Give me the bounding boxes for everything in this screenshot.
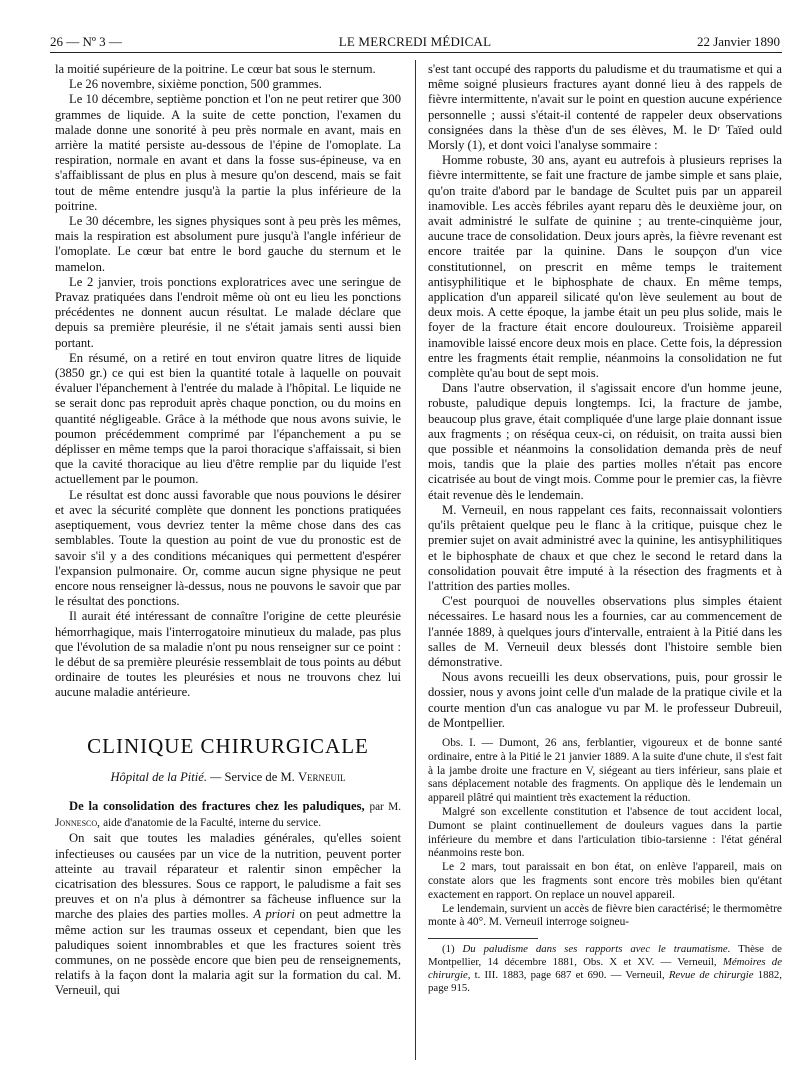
section-title: CLINIQUE CHIRURGICALE [87, 733, 369, 758]
right-column [428, 62, 782, 995]
service-name: Verneuil [297, 769, 346, 784]
intro-italic: A priori [253, 907, 295, 922]
footnote-title: Du paludisme dans ses rapports avec le traumatisme. [462, 943, 731, 956]
paragraph: Dans l'autre observation, il s'agissait encore d'un homme jeune, robuste, paludique depuis longtemps. Ici, la fracture de jambe, beaucoup plus grave, était compliquée d'une large plaie donnant issue aux fragments ; on réséqua ceux-ci, on réduisit, on traita aussi bien que possible et néanmoins la consolidation demanda près de neuf mois, tandis que la plaie des parties molles n'était pas encore cicatrisée au bout de vingt mois. Comme pour le premier cas, la fièvre était revenue dès le lendemain. [428, 381, 782, 502]
article-author-prefix: par M. [369, 800, 401, 813]
footnote-italic: Mémoires de chirurgie, [428, 956, 782, 982]
footnote-text: 1882, page 915. [428, 969, 782, 995]
article-author-role: aide d'anatomie de la Faculté, interne du service. [103, 817, 321, 830]
paragraph: Le 2 janvier, trois ponctions exploratrices avec une seringue de Pravaz pratiquées dans l'endroit même où ont eu lieu les ponctions précédentes ne donnent aucun résultat. Le malade déclare que depuis sa première pleurésie, il ne s'était jamais senti aussi bien portant. [55, 274, 401, 350]
article-title: De la consolidation des fractures chez les paludiques, [69, 798, 365, 813]
paragraph: Le résultat est donc aussi favorable que nous pouvions le désirer et avec la sécurité complète que donnent les ponctions pratiquées aseptiquement, vous devriez tenter la même chose dans des cas semblables. Toute la question au point de vue du pronostic est de savoir s'il y a des conditions mécaniques qui permettent d'espérer l'expansion pulmonaire. Or, comme aucun signe physique ne peut encore nous renseigner là-dessus, nous ne pouvons le savoir que par le résultat des ponctions. [55, 487, 401, 609]
hospital-label: Hôpital de la Pitié. — [110, 769, 222, 784]
paragraph: M. Verneuil, en nous rappelant ces faits, reconnaissait volontiers qu'ils prêtaient quelque peu le flanc à la critique, puisque chez le premier sujet on avait administré avec la quinine, les antisyphilitiques et le biphosphate de chaux et que chez le second le retard dans la consolidation pouvait être imputé à la résection des fragments et à l'attrition des parties molles. [428, 502, 782, 593]
paragraph: s'est tant occupé des rapports du paludisme et du traumatisme et qui a même soigné plusieurs fractures ayant donné lieu à des rappels de fièvre intermittente, n'avait sur le point en question aucune expérience personnelle ; aussi s'était-il contenté de rappeler deux observations consignées dans la thèse d'un de ses élèves, M. le Dʳ Taïed ould Morsly (1), et dont voici l'analyse sommaire : [428, 62, 782, 153]
paragraph: En résumé, on a retiré en tout environ quatre litres de liquide (3850 gr.) ce qui est bien la quantité totale à laquelle on pouvait évaluer l'épanchement à l'entrée du malade à l'hôpital. Le liquide ne se serait donc pas reproduit après chaque ponction, ou du moins en quantité négligeable. Grâce à la méthode que nous avons suivie, le poumon précédemment comprimé par l'épanchement a pu se déplisser en même temps que la paroi thoracique s'affaissait, si bien que la cavité thoracique au lieu d'être remplie par du liquide l'est actuellement par le poumon. [55, 350, 401, 487]
issue-date: 22 Janvier 1890 [696, 34, 780, 49]
footnote-number: (1) [442, 943, 455, 956]
observation-paragraph: Le 2 mars, tout paraissait en bon état, on enlève l'appareil, mais on constate alors que les fragments sont encore très mobiles bien qu'étant exactement en rapport. On replace un nouvel appareil. [428, 861, 782, 901]
paragraph [55, 831, 401, 998]
intro-text-end: on peut admettre la même action sur les traumas osseux et cependant, bien que les paludiques soient innombrables et que les fractures soient très communes, on ne possède encore que bien peu de renseignements, relatifs à la façon dont la malaria agit sur la formation du cal. M. Verneuil, qui [55, 907, 401, 998]
footnote-rule [428, 938, 538, 939]
paragraph: Le 26 novembre, sixième ponction, 500 grammes. [69, 77, 322, 92]
column-divider [415, 60, 416, 1060]
footnote [428, 943, 782, 995]
observation-paragraph: Malgré son excellente constitution et l'absence de tout accident local, Dumont se plaint continuellement de douleurs vagues dans la partie inférieure du membre et dans l'articulation tibio-tarsienne : l'état général néanmoins reste bon. [428, 805, 782, 860]
intro-text: On sait que toutes les maladies générales, qu'elles soient infectieuses ou causées par un vice de la nutrition, peuvent porter atteinte au travail réparateur et ralentir sinon empêcher la cicatrisation des blessures. Sous ce rapport, le paludisme a fait ses preuves et on n'a plus à démontrer sa fâcheuse influence sur la marche des plaies des parties molles. [55, 831, 401, 922]
header-rule [50, 52, 782, 53]
observation-block [428, 737, 782, 930]
observation-paragraph: Le lendemain, survient un accès de fièvre bien caractérisé; le thermomètre monte à 40°. M. Verneuil interroge soigneu- [428, 902, 782, 929]
hospital-line [55, 770, 401, 785]
article-heading [55, 799, 401, 831]
journal-title: LE MERCREDI MÉDICAL [338, 34, 492, 49]
page-header [50, 34, 780, 54]
service-label: Service de M. [224, 769, 295, 784]
paragraph: Homme robuste, 30 ans, ayant eu autrefois à plusieurs reprises la fièvre intermittente, se fait une fracture de jambe simple et sans plaie, qu'on traite d'abord par le bandage de Scultet puis par un appareil inamovible. Les accès fébriles ayant reparu dès le deuxième jour, on avait administré le sulfate de quinine ; au trente-cinquième jour, aucune trace de consolidation. Deux jours après, la fièvre revenant est encore traitée par la quinine. Dans le soupçon d'un vice constitutionnel, on prescrit en même temps le traitement antisyphilitique et le biphosphate de chaux. En même temps, application d'un appareil silicaté qu'on lève seulement au bout de deux mois. A cette époque, la jambe était un peu plus solide, mais le foyer de la fracture était encore douloureux. Troisième appareil inamovible laissé encore deux mois en place. Cette fois, la dépression entre les fragments était remplie, néanmoins la consolidation ne fut complète qu'au bout de sept mois. [428, 153, 782, 381]
footnote-italic: Revue de chirurgie [668, 969, 754, 982]
paragraph: Le 10 décembre, septième ponction et l'on ne peut retirer que 300 grammes de liquide. A la suite de cette ponction, l'examen du malade donne une sonorité à peu près normale en avant, mais en arrière la matité persiste au-dessous de l'épine de l'omoplate. La respiration, normale en avant et dans la fosse sus-épineuse, va en s'affaiblissant de plus en plus à mesure qu'on descend, mais se fait tout de même entendre jusqu'à la partie la plus inférieure de la poitrine. [55, 92, 401, 213]
paragraph: Nous avons recueilli les deux observations, puis, pour grossir le dossier, nous y avons joint celle d'un malade de la pratique civile et la courte mention d'un cas analogue vu par M. le professeur Dubreuil, de Montpellier. [428, 670, 782, 730]
observation-paragraph: Obs. I. — Dumont, 26 ans, ferblantier, vigoureux et de bonne santé ordinaire, entre à la Pitié le 21 janvier 1889. A la suite d'une chute, il s'est fait à la jambe droite une fracture en V, siégeant au tiers inférieur, sans plaie et sans déplacement notable des fragments. On applique dès le lendemain un appareil plâtré qui maintient très exactement la réduction. [428, 736, 782, 805]
left-column [55, 62, 401, 999]
paragraph: Il aurait été intéressant de connaître l'origine de cette pleurésie hémorrhagique, mais l'interrogatoire minutieux du malade, pas plus que l'évolution de sa maladie n'ont pu nous renseigner sur ce point : le début de sa première pleurésie ressemblait de tous points au début ordinaire de toutes les pleurésies et nous ne trouvons chez lui aucune maladie antérieure. [55, 609, 401, 700]
paragraph: la moitié supérieure de la poitrine. Le cœur bat sous le sternum. [55, 62, 376, 76]
page-number: 26 — Nº 3 — [50, 34, 122, 49]
paragraph: Le 30 décembre, les signes physiques sont à peu près les mêmes, mais la respiration est absolument pure jusqu'à l'angle inférieur de l'omoplate. Le cœur bat entre le bord gauche du sternum et le mamelon. [55, 214, 401, 274]
footnote-text: t. III. 1883, page 687 et 690. — Verneuil, [474, 969, 665, 982]
footnote-text: Thèse de Montpellier, 14 décembre 1881, Obs. X et XV. — Verneuil, [428, 943, 782, 969]
paragraph: C'est pourquoi de nouvelles observations plus simples étaient nécessaires. Le hasard nous les a fournies, car au commencement de l'année 1889, à quelques jours d'intervalle, entraient à la Pitié dans les salles de M. Verneuil deux blessés dont l'histoire semble bien démonstrative. [428, 594, 782, 669]
article-author: Jonnesco, [55, 817, 100, 830]
